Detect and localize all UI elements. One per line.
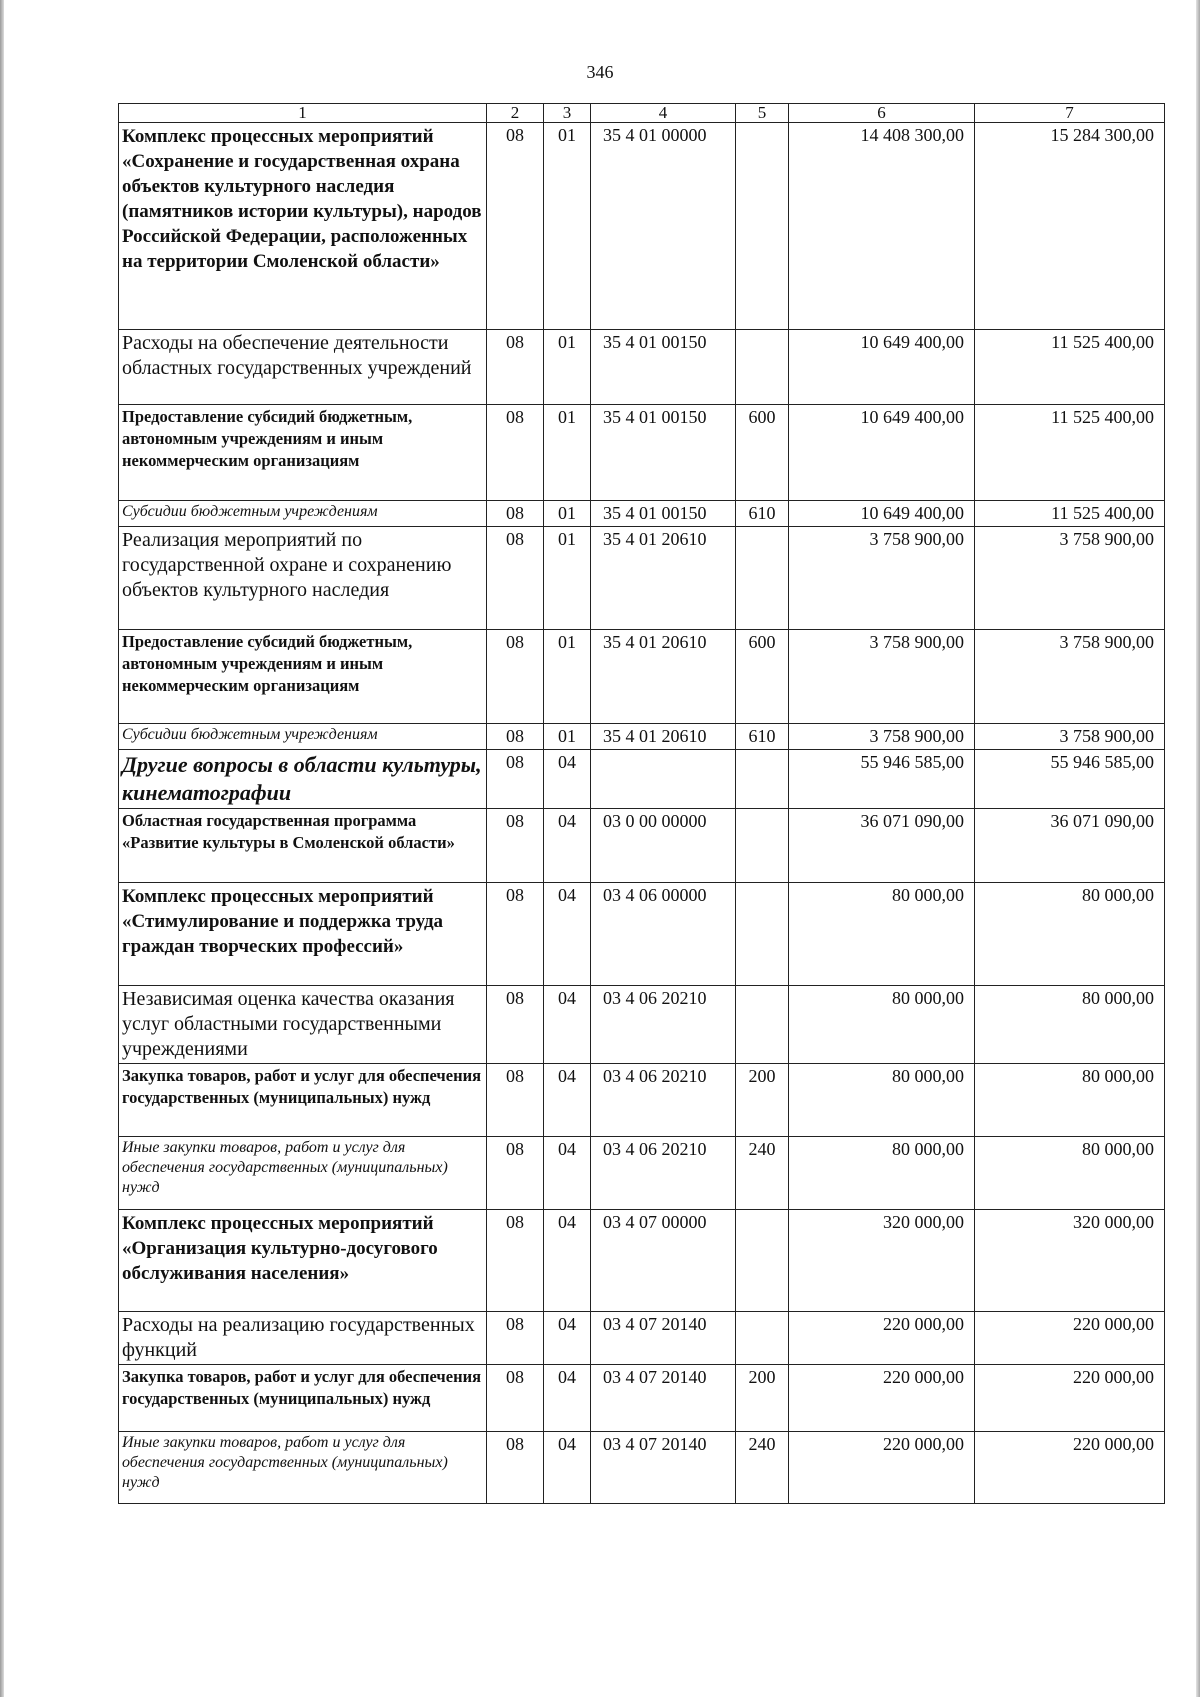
header-cell: 4	[591, 104, 736, 123]
table-row	[119, 1365, 1165, 1432]
amount-year2-cell: 80 000,00	[975, 1137, 1165, 1210]
subsection-code-cell: 04	[544, 1312, 591, 1365]
amount-year1-cell: 10 649 400,00	[789, 501, 975, 527]
expense-type-cell	[736, 1210, 789, 1312]
amount-year2-cell: 36 071 090,00	[975, 809, 1165, 883]
scan-edge-right	[1196, 0, 1200, 1697]
row-name-cell: Иные закупки товаров, работ и услуг для обеспечения государственных (муниципальных) нужд	[119, 1137, 487, 1210]
amount-year2-cell: 55 946 585,00	[975, 750, 1165, 809]
amount-year1-cell: 80 000,00	[789, 1064, 975, 1137]
expense-type-cell	[736, 750, 789, 809]
table-row	[119, 724, 1165, 750]
expense-type-cell: 600	[736, 630, 789, 724]
header-cell: 3	[544, 104, 591, 123]
table-row	[119, 883, 1165, 986]
expense-type-cell	[736, 527, 789, 630]
amount-year2-cell: 80 000,00	[975, 986, 1165, 1064]
subsection-code-cell: 01	[544, 630, 591, 724]
table-row	[119, 630, 1165, 724]
expense-type-cell	[736, 986, 789, 1064]
table-row	[119, 501, 1165, 527]
amount-year1-cell: 80 000,00	[789, 986, 975, 1064]
target-article-cell: 03 4 06 20210	[591, 986, 736, 1064]
expense-type-cell	[736, 809, 789, 883]
target-article-cell: 03 0 00 00000	[591, 809, 736, 883]
header-cell: 2	[487, 104, 544, 123]
table-row	[119, 330, 1165, 405]
target-article-cell: 03 4 07 20140	[591, 1365, 736, 1432]
row-name-cell: Закупка товаров, работ и услуг для обеспечения государственных (муниципальных) нужд	[119, 1064, 487, 1137]
row-name-cell: Расходы на реализацию государственных функций	[119, 1312, 487, 1365]
subsection-code-cell: 04	[544, 883, 591, 986]
amount-year2-cell: 3 758 900,00	[975, 630, 1165, 724]
expense-type-cell	[736, 1312, 789, 1365]
subsection-code-cell: 04	[544, 1210, 591, 1312]
amount-year1-cell: 10 649 400,00	[789, 330, 975, 405]
amount-year2-cell: 80 000,00	[975, 883, 1165, 986]
amount-year1-cell: 14 408 300,00	[789, 123, 975, 330]
table-row	[119, 527, 1165, 630]
section-code-cell: 08	[487, 750, 544, 809]
header-cell: 1	[119, 104, 487, 123]
subsection-code-cell: 04	[544, 1432, 591, 1504]
row-name-cell: Предоставление субсидий бюджетным, автономным учреждениям и иным некоммерческим организациям	[119, 630, 487, 724]
section-code-cell: 08	[487, 986, 544, 1064]
subsection-code-cell: 04	[544, 986, 591, 1064]
expense-type-cell: 610	[736, 724, 789, 750]
target-article-cell: 35 4 01 20610	[591, 630, 736, 724]
section-code-cell: 08	[487, 405, 544, 501]
table-row	[119, 986, 1165, 1064]
amount-year1-cell: 36 071 090,00	[789, 809, 975, 883]
amount-year1-cell: 80 000,00	[789, 883, 975, 986]
target-article-cell: 03 4 06 00000	[591, 883, 736, 986]
target-article-cell	[591, 750, 736, 809]
target-article-cell: 35 4 01 20610	[591, 527, 736, 630]
subsection-code-cell: 01	[544, 501, 591, 527]
amount-year2-cell: 220 000,00	[975, 1365, 1165, 1432]
target-article-cell: 35 4 01 20610	[591, 724, 736, 750]
expense-type-cell: 200	[736, 1064, 789, 1137]
table-row	[119, 405, 1165, 501]
amount-year1-cell: 3 758 900,00	[789, 724, 975, 750]
subsection-code-cell: 01	[544, 330, 591, 405]
target-article-cell: 35 4 01 00000	[591, 123, 736, 330]
row-name-cell: Закупка товаров, работ и услуг для обеспечения государственных (муниципальных) нужд	[119, 1365, 487, 1432]
expense-type-cell	[736, 123, 789, 330]
expense-type-cell: 240	[736, 1432, 789, 1504]
subsection-code-cell: 01	[544, 405, 591, 501]
section-code-cell: 08	[487, 501, 544, 527]
table-header-row	[119, 104, 1165, 123]
amount-year2-cell: 11 525 400,00	[975, 405, 1165, 501]
row-name-cell: Расходы на обеспечение деятельности областных государственных учреждений	[119, 330, 487, 405]
row-name-cell: Комплекс процессных мероприятий «Организация культурно-досугового обслуживания населения»	[119, 1210, 487, 1312]
target-article-cell: 03 4 07 00000	[591, 1210, 736, 1312]
table-row	[119, 1137, 1165, 1210]
section-code-cell: 08	[487, 330, 544, 405]
expense-type-cell: 200	[736, 1365, 789, 1432]
amount-year2-cell: 15 284 300,00	[975, 123, 1165, 330]
subsection-code-cell: 04	[544, 809, 591, 883]
row-name-cell: Предоставление субсидий бюджетным, автономным учреждениям и иным некоммерческим организациям	[119, 405, 487, 501]
amount-year1-cell: 3 758 900,00	[789, 527, 975, 630]
table-row	[119, 809, 1165, 883]
amount-year1-cell: 3 758 900,00	[789, 630, 975, 724]
expense-type-cell: 610	[736, 501, 789, 527]
section-code-cell: 08	[487, 724, 544, 750]
page-number: 346	[586, 62, 614, 82]
section-code-cell: 08	[487, 1064, 544, 1137]
amount-year1-cell: 220 000,00	[789, 1365, 975, 1432]
section-code-cell: 08	[487, 1312, 544, 1365]
amount-year1-cell: 220 000,00	[789, 1432, 975, 1504]
section-code-cell: 08	[487, 1210, 544, 1312]
target-article-cell: 35 4 01 00150	[591, 330, 736, 405]
header-cell: 7	[975, 104, 1165, 123]
subsection-code-cell: 04	[544, 1064, 591, 1137]
expense-type-cell	[736, 330, 789, 405]
target-article-cell: 03 4 06 20210	[591, 1137, 736, 1210]
subsection-code-cell: 04	[544, 1137, 591, 1210]
row-name-cell: Независимая оценка качества оказания услуг областными государственными учреждениями	[119, 986, 487, 1064]
amount-year2-cell: 3 758 900,00	[975, 527, 1165, 630]
section-code-cell: 08	[487, 527, 544, 630]
table-row	[119, 1064, 1165, 1137]
amount-year1-cell: 320 000,00	[789, 1210, 975, 1312]
target-article-cell: 03 4 06 20210	[591, 1064, 736, 1137]
row-name-cell: Комплекс процессных мероприятий «Стимулирование и поддержка труда граждан творческих профессий»	[119, 883, 487, 986]
budget-table	[118, 103, 1165, 1504]
section-code-cell: 08	[487, 1137, 544, 1210]
target-article-cell: 03 4 07 20140	[591, 1312, 736, 1365]
section-code-cell: 08	[487, 630, 544, 724]
row-name-cell: Субсидии бюджетным учреждениям	[119, 501, 487, 527]
subsection-code-cell: 01	[544, 724, 591, 750]
amount-year2-cell: 3 758 900,00	[975, 724, 1165, 750]
table-row	[119, 123, 1165, 330]
row-name-cell: Субсидии бюджетным учреждениям	[119, 724, 487, 750]
target-article-cell: 35 4 01 00150	[591, 501, 736, 527]
expense-type-cell: 600	[736, 405, 789, 501]
row-name-cell: Областная государственная программа «Развитие культуры в Смоленской области»	[119, 809, 487, 883]
amount-year1-cell: 220 000,00	[789, 1312, 975, 1365]
section-code-cell: 08	[487, 1432, 544, 1504]
expense-type-cell	[736, 883, 789, 986]
section-code-cell: 08	[487, 1365, 544, 1432]
amount-year1-cell: 10 649 400,00	[789, 405, 975, 501]
table-row	[119, 1210, 1165, 1312]
row-name-cell: Другие вопросы в области культуры, кинематографии	[119, 750, 487, 809]
target-article-cell: 03 4 07 20140	[591, 1432, 736, 1504]
subsection-code-cell: 04	[544, 750, 591, 809]
header-cell: 6	[789, 104, 975, 123]
expense-type-cell: 240	[736, 1137, 789, 1210]
row-name-cell: Реализация мероприятий по государственной охране и сохранению объектов культурного наследия	[119, 527, 487, 630]
amount-year2-cell: 220 000,00	[975, 1432, 1165, 1504]
section-code-cell: 08	[487, 123, 544, 330]
scan-edge-left	[0, 0, 4, 1697]
amount-year2-cell: 80 000,00	[975, 1064, 1165, 1137]
amount-year1-cell: 80 000,00	[789, 1137, 975, 1210]
subsection-code-cell: 01	[544, 527, 591, 630]
table-row	[119, 1432, 1165, 1504]
row-name-cell: Иные закупки товаров, работ и услуг для обеспечения государственных (муниципальных) нужд	[119, 1432, 487, 1504]
table-row	[119, 750, 1165, 809]
amount-year1-cell: 55 946 585,00	[789, 750, 975, 809]
row-name-cell: Комплекс процессных мероприятий «Сохранение и государственная охрана объектов культурного наследия (памятников истории культуры), народов Российской Федерации, расположенных на территории Смоленской области»	[119, 123, 487, 330]
subsection-code-cell: 01	[544, 123, 591, 330]
header-cell: 5	[736, 104, 789, 123]
subsection-code-cell: 04	[544, 1365, 591, 1432]
amount-year2-cell: 11 525 400,00	[975, 501, 1165, 527]
amount-year2-cell: 11 525 400,00	[975, 330, 1165, 405]
target-article-cell: 35 4 01 00150	[591, 405, 736, 501]
section-code-cell: 08	[487, 883, 544, 986]
amount-year2-cell: 320 000,00	[975, 1210, 1165, 1312]
table-row	[119, 1312, 1165, 1365]
amount-year2-cell: 220 000,00	[975, 1312, 1165, 1365]
section-code-cell: 08	[487, 809, 544, 883]
